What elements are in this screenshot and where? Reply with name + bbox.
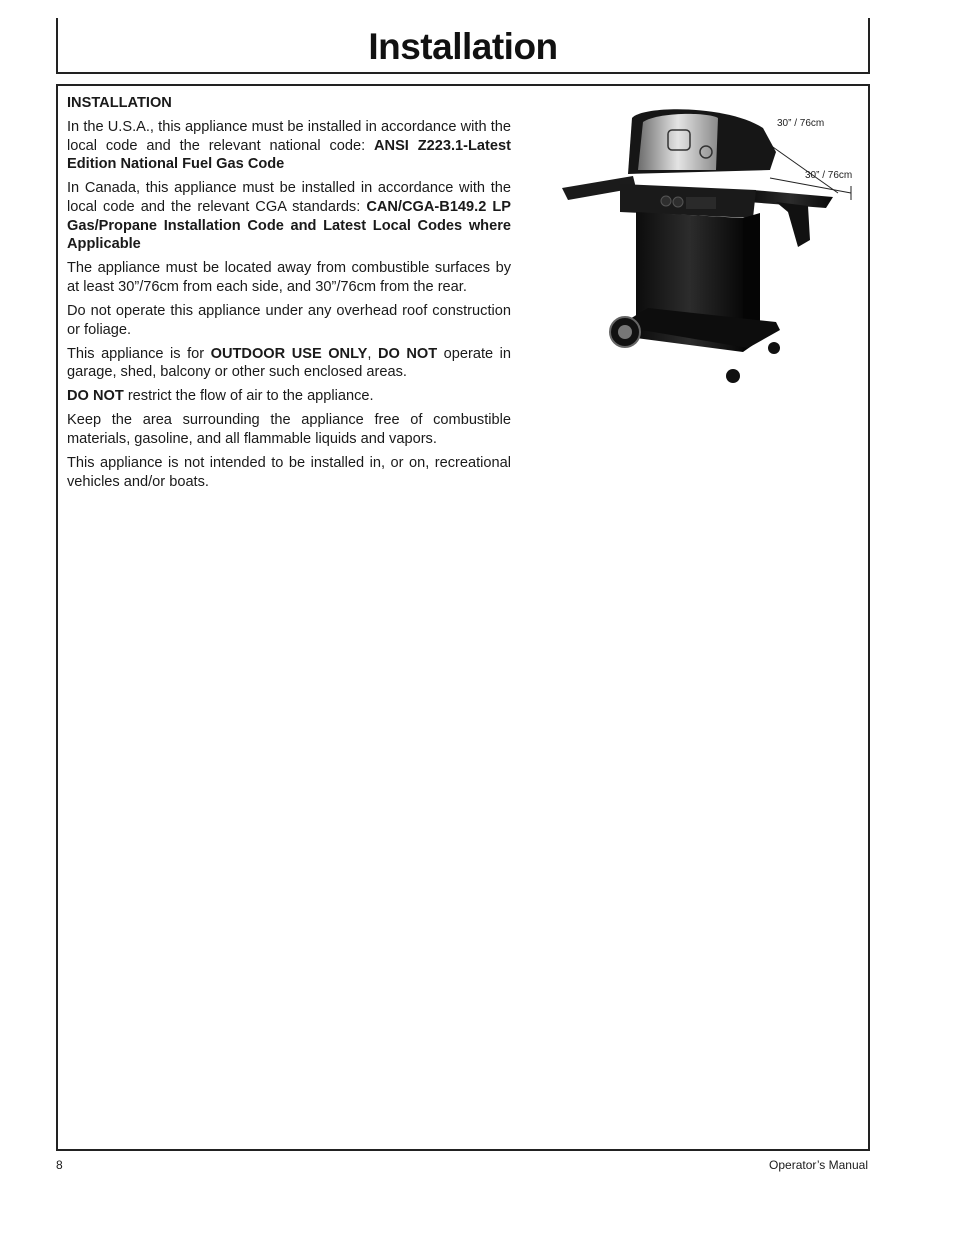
outdoor-paragraph: This appliance is for OUTDOOR USE ONLY, DO NOT operate in garage, shed, balcony or other such enclosed areas.: [67, 345, 512, 381]
clearance-paragraph: The appliance must be located away from combustible surfaces by at least 30”/76cm from each side, and 30”/76cm from the rear.: [67, 260, 511, 295]
overhead-paragraph: Do not operate this appliance under any overhead roof construction or foliage.: [67, 302, 511, 338]
page-number: 8: [56, 1158, 63, 1172]
usa-paragraph: In the U.S.A., this appliance must be installed in accordance with the local code and the relevant national code: ANSI Z223.1-Latest Edition National Fuel Gas Code: [67, 119, 511, 173]
canada-code: CAN/CGA-B149.2 LP Gas/Propane Installation Code and Latest Local Codes where Applicable: [67, 198, 511, 253]
manual-title: Operator’s Manual: [769, 1158, 868, 1172]
gas-grill-illustration: [548, 100, 868, 400]
rear-clearance-label: 30” / 76cm: [777, 118, 825, 129]
combustible-paragraph: Keep the area surrounding the appliance free of combustible materials, gasoline, and all flammable liquids and vapors.: [67, 412, 511, 447]
grill-clearance-figure: [548, 100, 868, 400]
airflow-paragraph: DO NOT restrict the flow of air to the appliance.: [67, 388, 374, 405]
canada-paragraph: In Canada, this appliance must be installed in accordance with the local code and the relevant CGA standards: CAN/CGA-B149.2 LP Gas/Propane Installation Code and Latest Local Codes where Applicable: [67, 180, 511, 253]
section-heading: INSTALLATION: [67, 95, 172, 111]
title-box: [56, 18, 870, 74]
usa-code: ANSI Z223.1-Latest Edition National Fuel Gas Code: [67, 137, 511, 173]
page-title: Installation: [368, 26, 558, 67]
side-clearance-label: 30” / 76cm: [805, 170, 853, 181]
installation-text: [67, 94, 511, 497]
vehicle-paragraph: This appliance is not intended to be installed in, or on, recreational vehicles and/or boats.: [67, 455, 511, 490]
